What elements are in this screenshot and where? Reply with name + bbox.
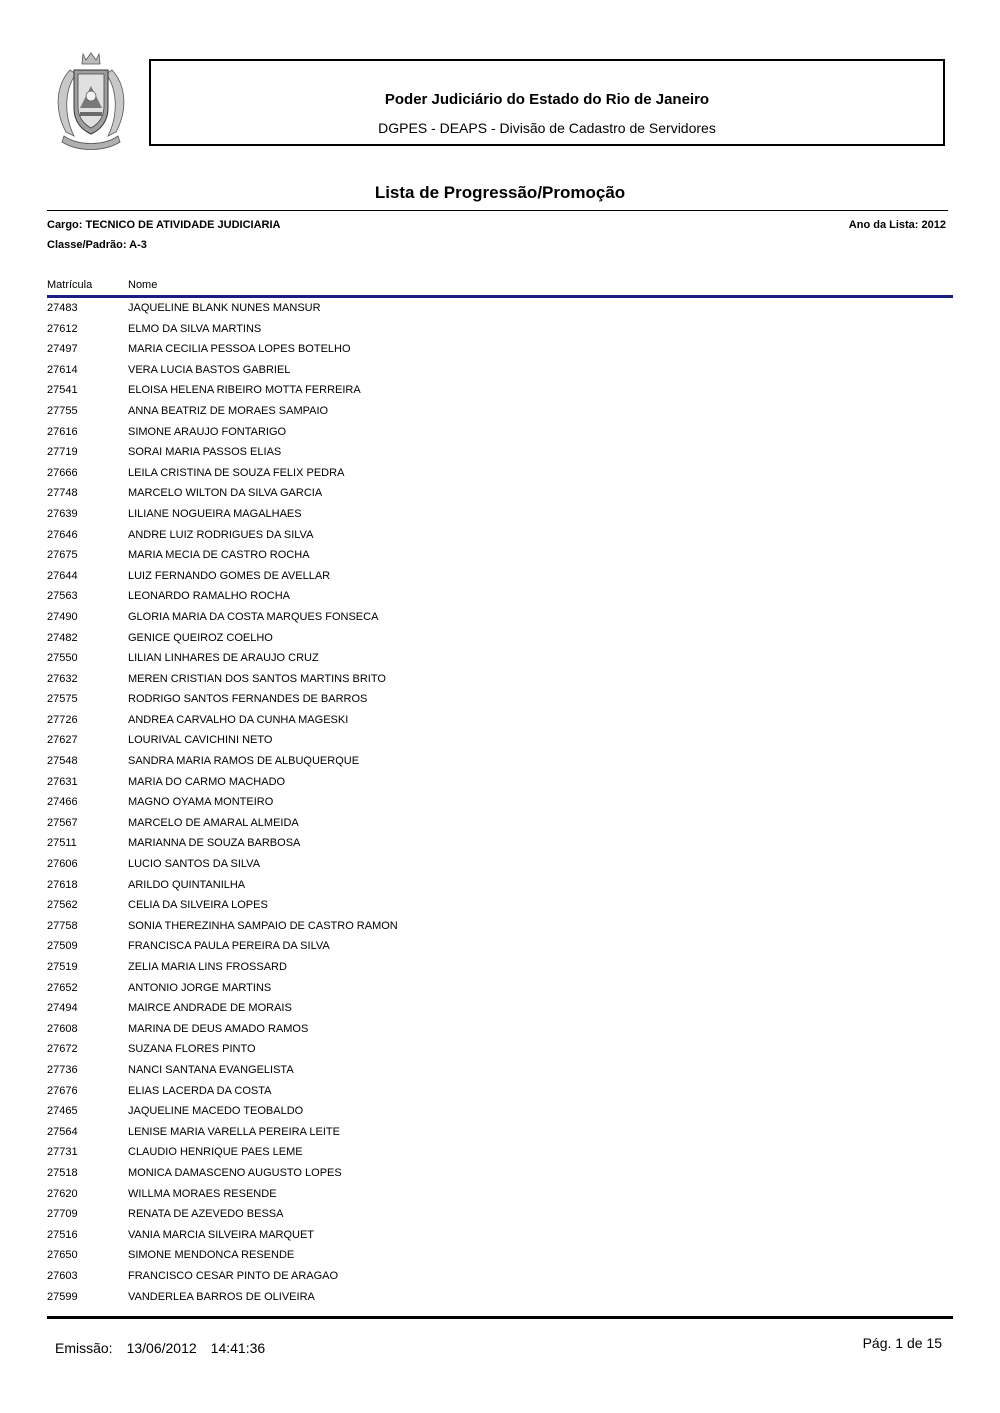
table-row bbox=[47, 1122, 953, 1143]
nome-cell: ANNA BEATRIZ DE MORAES SAMPAIO bbox=[128, 404, 329, 417]
matricula-cell: 27666 bbox=[47, 466, 78, 479]
nome-cell: LEONARDO RAMALHO ROCHA bbox=[128, 590, 290, 603]
cargo-label: Cargo: TECNICO DE ATIVIDADE JUDICIARIA bbox=[47, 219, 281, 231]
column-header-nome: Nome bbox=[128, 279, 158, 291]
table-row bbox=[47, 504, 953, 525]
matricula-cell: 27564 bbox=[47, 1125, 78, 1138]
nome-cell: FRANCISCO CESAR PINTO DE ARAGAO bbox=[128, 1269, 339, 1282]
matricula-cell: 27616 bbox=[47, 425, 78, 438]
table-row bbox=[47, 1081, 953, 1102]
division-name: DGPES - DEAPS - Divisão de Cadastro de Servidores bbox=[378, 120, 716, 136]
matricula-cell: 27497 bbox=[47, 343, 78, 356]
nome-cell: SORAI MARIA PASSOS ELIAS bbox=[128, 446, 282, 459]
nome-cell: VERA LUCIA BASTOS GABRIEL bbox=[128, 363, 291, 376]
nome-cell: RODRIGO SANTOS FERNANDES DE BARROS bbox=[128, 693, 368, 706]
nome-cell: LILIANE NOGUEIRA MAGALHAES bbox=[128, 507, 302, 520]
nome-cell: FRANCISCA PAULA PEREIRA DA SILVA bbox=[128, 940, 330, 953]
matricula-cell: 27639 bbox=[47, 507, 78, 520]
nome-cell: LUIZ FERNANDO GOMES DE AVELLAR bbox=[128, 569, 331, 582]
nome-cell: ZELIA MARIA LINS FROSSARD bbox=[128, 961, 287, 973]
nome-cell: CLAUDIO HENRIQUE PAES LEME bbox=[128, 1146, 303, 1159]
matricula-cell: 27483 bbox=[47, 302, 78, 314]
employee-list bbox=[47, 298, 953, 1307]
matricula-cell: 27550 bbox=[47, 652, 78, 665]
table-row bbox=[47, 319, 953, 340]
matricula-cell: 27631 bbox=[47, 775, 78, 788]
nome-cell: ELMO DA SILVA MARTINS bbox=[128, 322, 262, 335]
table-row bbox=[47, 1060, 953, 1081]
table-row bbox=[47, 545, 953, 566]
matricula-cell: 27726 bbox=[47, 713, 78, 726]
nome-cell: LOURIVAL CAVICHINI NETO bbox=[128, 734, 273, 747]
table-row bbox=[47, 1019, 953, 1040]
nome-cell: ELOISA HELENA RIBEIRO MOTTA FERREIRA bbox=[128, 384, 361, 397]
table-row bbox=[47, 1184, 953, 1205]
matricula-cell: 27494 bbox=[47, 1002, 78, 1015]
table-row bbox=[47, 442, 953, 463]
footer-divider bbox=[47, 1316, 953, 1319]
table-row bbox=[47, 936, 953, 957]
table-row bbox=[47, 1163, 953, 1184]
table-row bbox=[47, 1287, 953, 1308]
nome-cell: ANDRE LUIZ RODRIGUES DA SILVA bbox=[128, 528, 314, 541]
matricula-cell: 27562 bbox=[47, 899, 78, 912]
table-row bbox=[47, 998, 953, 1019]
nome-cell: MAGNO OYAMA MONTEIRO bbox=[128, 796, 274, 809]
table-row bbox=[47, 1039, 953, 1060]
table-row bbox=[47, 628, 953, 649]
matricula-cell: 27465 bbox=[47, 1105, 78, 1118]
issue-info bbox=[55, 1340, 279, 1356]
table-row bbox=[47, 957, 953, 978]
matricula-cell: 27575 bbox=[47, 693, 78, 706]
column-header-matricula: Matrícula bbox=[47, 279, 93, 291]
matricula-cell: 27563 bbox=[47, 590, 78, 603]
matricula-cell: 27614 bbox=[47, 363, 78, 376]
table-row bbox=[47, 669, 953, 690]
matricula-cell: 27652 bbox=[47, 981, 78, 994]
nome-cell: MARCELO WILTON DA SILVA GARCIA bbox=[128, 487, 323, 500]
nome-cell: GENICE QUEIROZ COELHO bbox=[128, 631, 273, 644]
table-row bbox=[47, 710, 953, 731]
table-row bbox=[47, 586, 953, 607]
nome-cell: WILLMA MORAES RESENDE bbox=[128, 1187, 277, 1200]
matricula-cell: 27709 bbox=[47, 1208, 78, 1221]
matricula-cell: 27620 bbox=[47, 1187, 78, 1200]
table-row bbox=[47, 854, 953, 875]
nome-cell: NANCI SANTANA EVANGELISTA bbox=[128, 1063, 294, 1076]
organization-name: Poder Judiciário do Estado do Rio de Janeiro bbox=[384, 91, 710, 108]
matricula-cell: 27646 bbox=[47, 528, 78, 541]
matricula-cell: 27516 bbox=[47, 1228, 78, 1241]
table-row bbox=[47, 813, 953, 834]
nome-cell: GLORIA MARIA DA COSTA MARQUES FONSECA bbox=[128, 610, 379, 623]
table-row bbox=[47, 833, 953, 854]
table-row bbox=[47, 360, 953, 381]
nome-cell: SIMONE MENDONCA RESENDE bbox=[128, 1249, 295, 1262]
nome-cell: LENISE MARIA VARELLA PEREIRA LEITE bbox=[128, 1125, 340, 1138]
nome-cell: MARIANNA DE SOUZA BARBOSA bbox=[128, 837, 301, 850]
nome-cell: CELIA DA SILVEIRA LOPES bbox=[128, 899, 268, 912]
nome-cell: MONICA DAMASCENO AUGUSTO LOPES bbox=[128, 1166, 342, 1179]
matricula-cell: 27612 bbox=[47, 322, 78, 335]
nome-cell: VANIA MARCIA SILVEIRA MARQUET bbox=[128, 1228, 315, 1241]
table-row bbox=[47, 298, 953, 319]
matricula-cell: 27676 bbox=[47, 1084, 78, 1097]
table-row bbox=[47, 1142, 953, 1163]
nome-cell: MARIA DO CARMO MACHADO bbox=[128, 775, 286, 788]
matricula-cell: 27509 bbox=[47, 940, 78, 953]
table-row bbox=[47, 401, 953, 422]
matricula-cell: 27748 bbox=[47, 487, 78, 500]
table-row bbox=[47, 525, 953, 546]
class-level-label: Classe/Padrão: A-3 bbox=[47, 239, 147, 251]
matricula-cell: 27511 bbox=[47, 837, 77, 850]
matricula-cell: 27758 bbox=[47, 919, 78, 932]
nome-cell: MARIA MECIA DE CASTRO ROCHA bbox=[128, 549, 310, 562]
matricula-cell: 27644 bbox=[47, 569, 78, 582]
table-row bbox=[47, 607, 953, 628]
matricula-cell: 27567 bbox=[47, 816, 78, 829]
coat-of-arms-icon bbox=[50, 50, 132, 152]
table-row bbox=[47, 730, 953, 751]
matricula-cell: 27719 bbox=[47, 446, 78, 459]
table-row bbox=[47, 483, 953, 504]
matricula-cell: 27650 bbox=[47, 1249, 78, 1262]
matricula-cell: 27482 bbox=[47, 631, 78, 644]
nome-cell: SUZANA FLORES PINTO bbox=[128, 1043, 256, 1056]
title-divider bbox=[47, 210, 948, 211]
nome-cell: LILIAN LINHARES DE ARAUJO CRUZ bbox=[128, 652, 319, 665]
nome-cell: SIMONE ARAUJO FONTARIGO bbox=[128, 425, 287, 438]
matricula-cell: 27548 bbox=[47, 755, 78, 768]
nome-cell: SONIA THEREZINHA SAMPAIO DE CASTRO RAMON bbox=[128, 919, 398, 932]
table-row bbox=[47, 689, 953, 710]
issue-time: 14:41:36 bbox=[210, 1340, 266, 1356]
nome-cell: VANDERLEA BARROS DE OLIVEIRA bbox=[128, 1290, 315, 1303]
matricula-cell: 27736 bbox=[47, 1063, 78, 1076]
table-row bbox=[47, 875, 953, 896]
table-row bbox=[47, 916, 953, 937]
matricula-cell: 27603 bbox=[47, 1269, 78, 1282]
nome-cell: MARINA DE DEUS AMADO RAMOS bbox=[128, 1022, 309, 1035]
nome-cell: JAQUELINE MACEDO TEOBALDO bbox=[128, 1105, 304, 1118]
table-row bbox=[47, 422, 953, 443]
matricula-cell: 27675 bbox=[47, 549, 78, 562]
matricula-cell: 27519 bbox=[47, 961, 78, 973]
nome-cell: ELIAS LACERDA DA COSTA bbox=[128, 1084, 272, 1097]
matricula-cell: 27518 bbox=[47, 1166, 78, 1179]
document-title: Lista de Progressão/Promoção bbox=[374, 183, 626, 202]
nome-cell: ANTONIO JORGE MARTINS bbox=[128, 981, 272, 994]
table-row bbox=[47, 792, 953, 813]
matricula-cell: 27632 bbox=[47, 672, 78, 685]
table-row bbox=[47, 1266, 953, 1287]
nome-cell: RENATA DE AZEVEDO BESSA bbox=[128, 1208, 284, 1221]
table-row bbox=[47, 895, 953, 916]
matricula-cell: 27599 bbox=[47, 1290, 78, 1303]
matricula-cell: 27627 bbox=[47, 734, 78, 747]
nome-cell: MARCELO DE AMARAL ALMEIDA bbox=[128, 816, 299, 829]
table-row bbox=[47, 772, 953, 793]
nome-cell: MARIA CECILIA PESSOA LOPES BOTELHO bbox=[128, 343, 351, 356]
matricula-cell: 27541 bbox=[47, 384, 78, 397]
table-row bbox=[47, 1204, 953, 1225]
list-year-label: Ano da Lista: 2012 bbox=[848, 219, 946, 231]
table-row bbox=[47, 463, 953, 484]
nome-cell: LEILA CRISTINA DE SOUZA FELIX PEDRA bbox=[128, 466, 345, 479]
nome-cell: MAIRCE ANDRADE DE MORAIS bbox=[128, 1002, 292, 1015]
matricula-cell: 27606 bbox=[47, 858, 78, 871]
matricula-cell: 27618 bbox=[47, 878, 78, 891]
issue-label: Emissão: bbox=[55, 1340, 113, 1356]
table-row bbox=[47, 380, 953, 401]
table-row bbox=[47, 339, 953, 360]
table-row bbox=[47, 648, 953, 669]
nome-cell: MEREN CRISTIAN DOS SANTOS MARTINS BRITO bbox=[128, 672, 386, 685]
table-row bbox=[47, 1225, 953, 1246]
table-row bbox=[47, 1245, 953, 1266]
nome-cell: LUCIO SANTOS DA SILVA bbox=[128, 858, 261, 871]
nome-cell: JAQUELINE BLANK NUNES MANSUR bbox=[128, 302, 321, 314]
table-row bbox=[47, 751, 953, 772]
nome-cell: ANDREA CARVALHO DA CUNHA MAGESKI bbox=[128, 713, 349, 726]
table-row bbox=[47, 566, 953, 587]
matricula-cell: 27755 bbox=[47, 404, 78, 417]
header-box bbox=[149, 59, 945, 146]
page-number: Pág. 1 de 15 bbox=[862, 1335, 942, 1351]
matricula-cell: 27672 bbox=[47, 1043, 78, 1056]
matricula-cell: 27731 bbox=[47, 1146, 78, 1159]
table-row bbox=[47, 978, 953, 999]
issue-date: 13/06/2012 bbox=[126, 1340, 197, 1356]
matricula-cell: 27490 bbox=[47, 610, 78, 623]
table-row bbox=[47, 1101, 953, 1122]
matricula-cell: 27608 bbox=[47, 1022, 78, 1035]
nome-cell: SANDRA MARIA RAMOS DE ALBUQUERQUE bbox=[128, 755, 360, 768]
matricula-cell: 27466 bbox=[47, 796, 78, 809]
nome-cell: ARILDO QUINTANILHA bbox=[128, 878, 246, 891]
